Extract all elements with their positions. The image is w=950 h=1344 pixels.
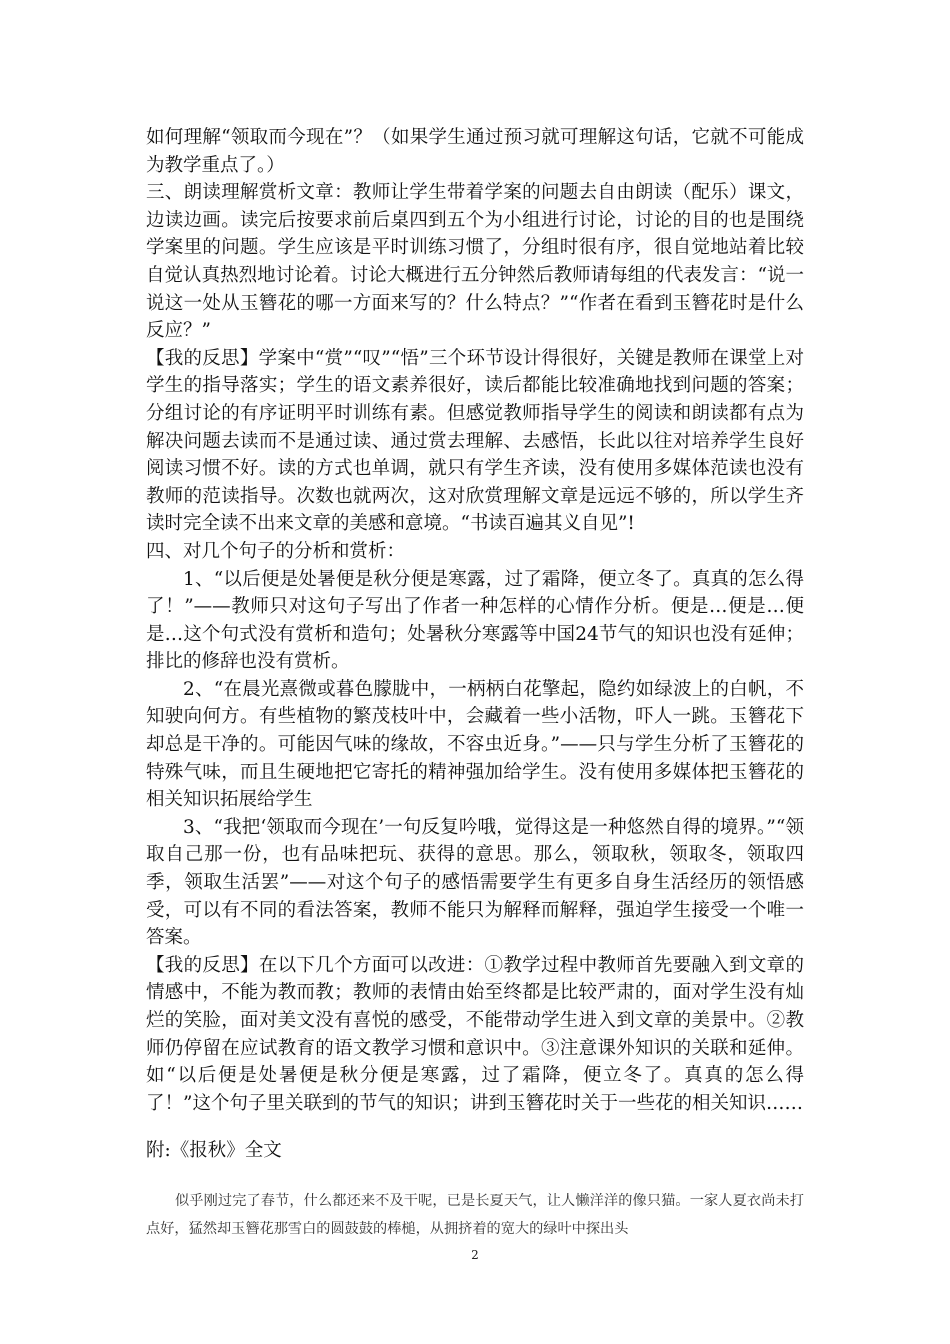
appendix-text: 似乎刚过完了春节，什么都还来不及干呢，已是长夏天气，让人懒洋洋的像只猫。一家人夏衣尚未打点好，猛然却玉簪花那雪白的圆鼓鼓的棒槌，从拥挤着的宽大的绿叶中探出头: [146, 1192, 804, 1237]
paragraph-section-four-heading: 四、对几个句子的分析和赏析：: [146, 540, 406, 562]
paragraph-question: 如何理解“领取而今现在”？（如果学生通过预习就可理解这句话，它就不可能成为教学重点了。）: [146, 127, 804, 176]
paragraph-sentence-one: 1、“以后便是处暑便是秋分便是寒露，过了霜降，便立冬了。真真的怎么得了！”——教师只对这句子写出了作者一种怎样的心情作分析。便是…便是…便是…这个句式没有赏析和造句；处暑秋分寒露等中国24节气的知识也没有延伸；排比的修辞也没有赏析。: [146, 568, 804, 673]
document-body: [146, 124, 804, 1243]
paragraph-reflection-two: 【我的反思】在以下几个方面可以改进：①教学过程中教师首先要融入到文章的情感中，不能为教而教；教师的表情由始至终都是比较严肃的，面对学生没有灿烂的笑脸，面对美文没有喜悦的感受，不能带动学生进入到文章的美景中。②教师仍停留在应试教育的语文教学习惯和意识中。③注意课外知识的关联和延伸。如“以后便是处暑便是秋分便是寒露，过了霜降，便立冬了。真真的怎么得了！”这个句子里关联到的节气的知识；讲到玉簪花时关于一些花的相关知识……: [146, 954, 804, 1114]
paragraph-sentence-three: 3、“我把‘领取而今现在’一句反复吟哦，觉得这是一种悠然自得的境界。”“领取自己那一份，也有品味把玩、获得的意思。那么，领取秋，领取冬，领取四季，领取生活罢”——对这个句子的感悟需要学生有更多自身生活经历的领悟感受，可以有不同的看法答案，教师不能只为解释而解释，强迫学生接受一个唯一答案。: [146, 816, 804, 949]
paragraph-section-three: 三、朗读理解赏析文章：教师让学生带着学案的问题去自由朗读（配乐）课文，边读边画。读完后按要求前后桌四到五个为小组进行讨论，讨论的目的也是围绕学案里的问题。学生应该是平时训练习惯了，分组时很有序，很自觉地站着比较自觉认真热烈地讨论着。讨论大概进行五分钟然后教师请每组的代表发言：“说一说这一处从玉簪花的哪一方面来写的？什么特点？”“作者在看到玉簪花时是什么反应？”: [146, 182, 804, 342]
paragraph-reflection-one: 【我的反思】学案中“赏”“叹”“悟”三个环节设计得很好，关键是教师在课堂上对学生的指导落实；学生的语文素养很好，读后都能比较准确地找到问题的答案；分组讨论的有序证明平时训练有素。但感觉教师指导学生的阅读和朗读都有点为解决问题去读而不是通过读、通过赏去理解、去感悟，长此以往对培养学生良好阅读习惯不好。读的方式也单调，就只有学生齐读，没有使用多媒体范读也没有教师的范读指导。次数也就两次，这对欣赏理解文章是远远不够的，所以学生齐读时完全读不出来文章的美感和意境。“书读百遍其义自见”!: [146, 347, 804, 535]
appendix-title: 附:《报秋》全文: [146, 1140, 282, 1162]
paragraph-sentence-two: 2、“在晨光熹微或暮色朦胧中，一柄柄白花擎起，隐约如绿波上的白帆，不知驶向何方。有些植物的繁茂枝叶中，会藏着一些小活物，吓人一跳。玉簪花下却总是干净的。可能因气味的缘故，不容虫近身。”——只与学生分析了玉簪花的特殊气味，而且生硬地把它寄托的精神强加给学生。没有使用多媒体把玉簪花的相关知识拓展给学生: [146, 678, 804, 811]
page-number: 2: [471, 1248, 479, 1262]
